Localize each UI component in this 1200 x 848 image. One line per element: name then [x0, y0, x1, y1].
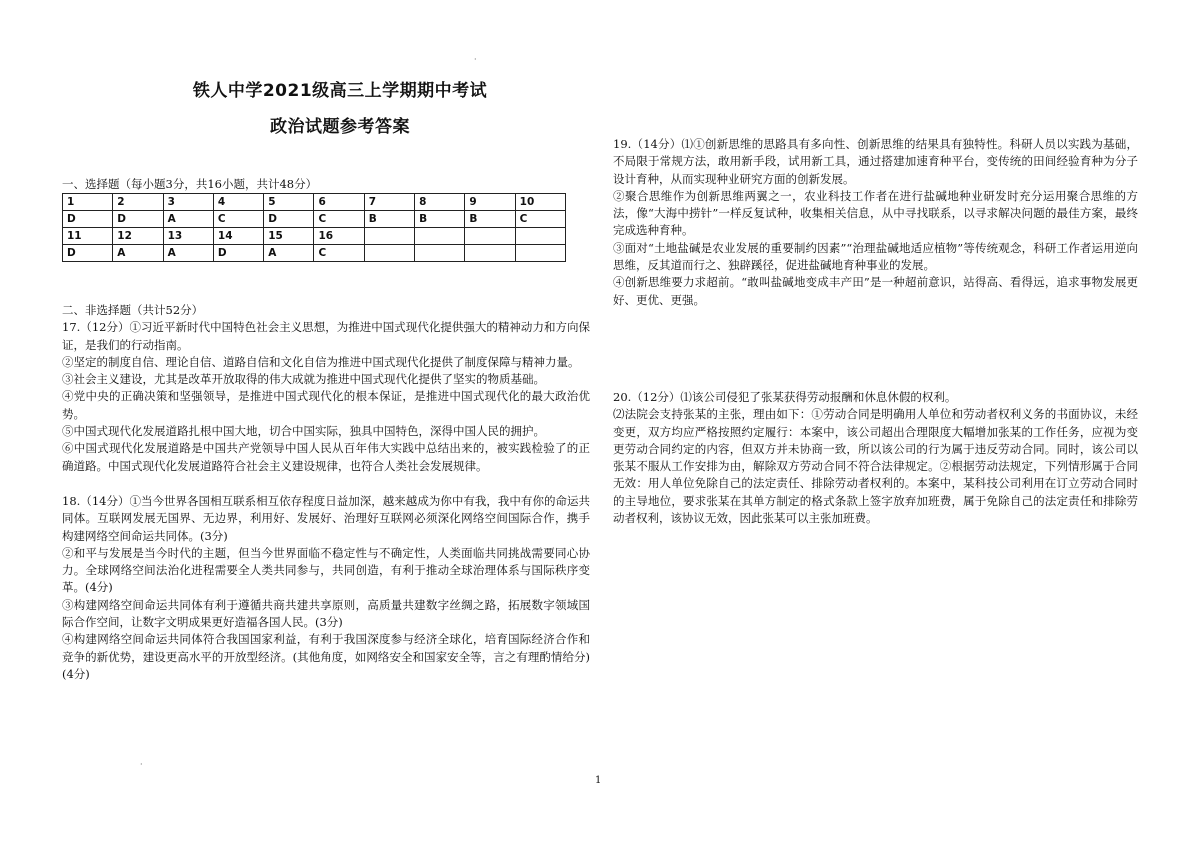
table-cell: B	[465, 211, 515, 228]
table-cell	[515, 228, 565, 245]
answer-point: ③构建网络空间命运共同体有利于遵循共商共建共享原则，高质量共建数字丝绸之路，拓展数字领域国际合作空间，让数字文明成果更好造福各国人民。(3分)	[62, 597, 590, 630]
table-cell: A	[264, 245, 314, 262]
answer-point: ②和平与发展是当今时代的主题，但当今世界面临不稳定性与不确定性，人类面临共同挑战需要同心协力。全球网络空间法治化进程需要全人类共同参与，共同创造，有利于推动全球治理体系与国际秩序变革。(4分)	[62, 545, 590, 595]
table-cell: 3	[163, 194, 213, 211]
question-17-answer	[62, 319, 590, 475]
table-cell: 16	[314, 228, 364, 245]
table-cell: C	[213, 211, 263, 228]
table-cell: 5	[264, 194, 314, 211]
table-cell: 8	[415, 194, 465, 211]
answer-point: ⑥中国式现代化发展道路是中国共产党领导中国人民从百年伟大实践中总结出来的，被实践检验了的正确道路。中国式现代化发展道路符合社会主义建设规律，也符合人类社会发展规律。	[62, 441, 590, 473]
table-cell: 15	[264, 228, 314, 245]
table-row	[63, 194, 566, 211]
table-cell: A	[163, 245, 213, 262]
table-cell: 10	[515, 194, 565, 211]
answer-point: 18.（14分）①当今世界各国相互联系相互依存程度日益加深，越来越成为你中有我，我中有你的命运共同体。互联网发展无国界、无边界，利用好、发展好、治理好互联网必须深化网络空间国际合作，携手构建网络空间命运共同体。(3分)	[62, 493, 590, 543]
answer-point: ②聚合思维作为创新思维两翼之一，农业科技工作者在进行盐碱地种业研发时充分运用聚合思维的方法，像“大海中捞针”一样反复试种，收集相关信息，从中寻找联系，以寻求解决问题的最佳方案，最终完成选种育种。	[613, 188, 1138, 238]
table-row	[63, 245, 566, 262]
table-cell	[415, 245, 465, 262]
answer-point: 17.（12分）①习近平新时代中国特色社会主义思想，为推进中国式现代化提供强大的精神动力和方向保证，是我们的行动指南。	[62, 320, 590, 352]
answer-point: ②坚定的制度自信、理论自信、道路自信和文化自信为推进中国式现代化提供了制度保障与精神力量。	[62, 354, 580, 369]
table-cell: D	[113, 211, 163, 228]
table-cell	[515, 245, 565, 262]
scan-dot-top: ·	[474, 55, 477, 64]
answer-point: 20.（12分）⑴该公司侵犯了张某获得劳动报酬和休息休假的权利。	[613, 390, 957, 404]
table-cell: 13	[163, 228, 213, 245]
scan-dot-bottom: ·	[140, 760, 143, 769]
table-cell: 2	[113, 194, 163, 211]
table-cell: D	[213, 245, 263, 262]
table-cell	[465, 245, 515, 262]
exam-subtitle: 政治试题参考答案	[270, 117, 410, 137]
nonchoice-heading: 二、非选择题（共计52分）	[62, 303, 204, 317]
right-answers-column	[613, 136, 1138, 309]
table-cell: 6	[314, 194, 364, 211]
table-cell	[465, 228, 515, 245]
answer-point: ④党中央的正确决策和坚强领导，是推进中国式现代化的根本保证，是推进中国式现代化的最大政治优势。	[62, 389, 590, 421]
table-cell: 1	[63, 194, 113, 211]
table-cell: C	[314, 245, 364, 262]
table-cell: D	[63, 211, 113, 228]
table-cell	[364, 228, 414, 245]
table-cell: B	[415, 211, 465, 228]
table-cell: B	[364, 211, 414, 228]
answer-point: ④创新思维要力求超前。“敢叫盐碱地变成丰产田”是一种超前意识，站得高、看得远，追求事物发展更好、更优、更强。	[613, 275, 1138, 307]
table-cell: 7	[364, 194, 414, 211]
question-18-answer	[62, 493, 590, 683]
table-cell	[415, 228, 465, 245]
table-cell: 12	[113, 228, 163, 245]
choice-heading: 一、选择题（每小题3分，共16小题，共计48分）	[62, 177, 318, 191]
table-cell: D	[63, 245, 113, 262]
answer-point: ③社会主义建设，尤其是改革开放取得的伟大成就为推进中国式现代化提供了坚实的物质基础。	[62, 372, 545, 387]
page-number: 1	[595, 775, 602, 786]
left-answers-column	[62, 302, 590, 683]
answer-table	[62, 193, 566, 262]
question-19-answer	[613, 136, 1138, 309]
answer-point: ⑵法院会支持张某的主张，理由如下：①劳动合同是明确用人单位和劳动者权利义务的书面协议，未经变更，双方均应严格按照约定履行：本案中，该公司超出合理限度大幅增加张某的工作任务，应视为变更劳动合同约定的内容，但双方并未协商一致，所以该公司的行为属于违反劳动合同。同时，该公司以张某不服从工作安排为由，解除双方劳动合同不符合法律规定。②根据劳动法规定，下列情形属于合同无效：用人单位免除自己的法定责任、排除劳动者权利的。本案中，某科技公司利用在订立劳动合同时的主导地位，要求张某在其单方制定的格式条款上签字放弃加班费，属于免除自己的法定责任和排除劳动者权利，该协议无效，因此张某可以主张加班费。	[613, 407, 1138, 526]
table-cell: 11	[63, 228, 113, 245]
table-cell: D	[264, 211, 314, 228]
table-cell: 9	[465, 194, 515, 211]
exam-title: 铁人中学2021级高三上学期期中考试	[192, 81, 488, 101]
answer-point: ⑤中国式现代化发展道路扎根中国大地，切合中国实际，独具中国特色，深得中国人民的拥护。	[62, 424, 545, 439]
table-cell: 4	[213, 194, 263, 211]
table-cell	[364, 245, 414, 262]
table-row	[63, 211, 566, 228]
answer-point: ③面对“土地盐碱是农业发展的重要制约因素”“治理盐碱地适应植物”等传统观念，科研工作者运用逆向思维，反其道而行之、独辟蹊径，促进盐碱地育种事业的发展。	[613, 240, 1138, 273]
table-row	[63, 228, 566, 245]
answer-point: ④构建网络空间命运共同体符合我国国家利益，有利于我国深度参与经济全球化，培育国际经济合作和竞争的新优势，建设更高水平的开放型经济。(其他角度，如网络安全和国家安全等，言之有理酌情给分)(4分)	[62, 632, 590, 681]
table-cell: A	[163, 211, 213, 228]
table-cell: 14	[213, 228, 263, 245]
table-cell: C	[314, 211, 364, 228]
answer-point: 19.（14分）⑴①创新思维的思路具有多向性、创新思维的结果具有独特性。科研人员以实践为基础，不局限于常规方法，敢用新手段，试用新工具，通过搭建加速育种平台，变传统的田间经验育种为分子设计育种，从而实现种业研究方面的创新发展。	[613, 137, 1138, 186]
table-cell: A	[113, 245, 163, 262]
table-cell: C	[515, 211, 565, 228]
question-20-answer	[613, 389, 1138, 527]
